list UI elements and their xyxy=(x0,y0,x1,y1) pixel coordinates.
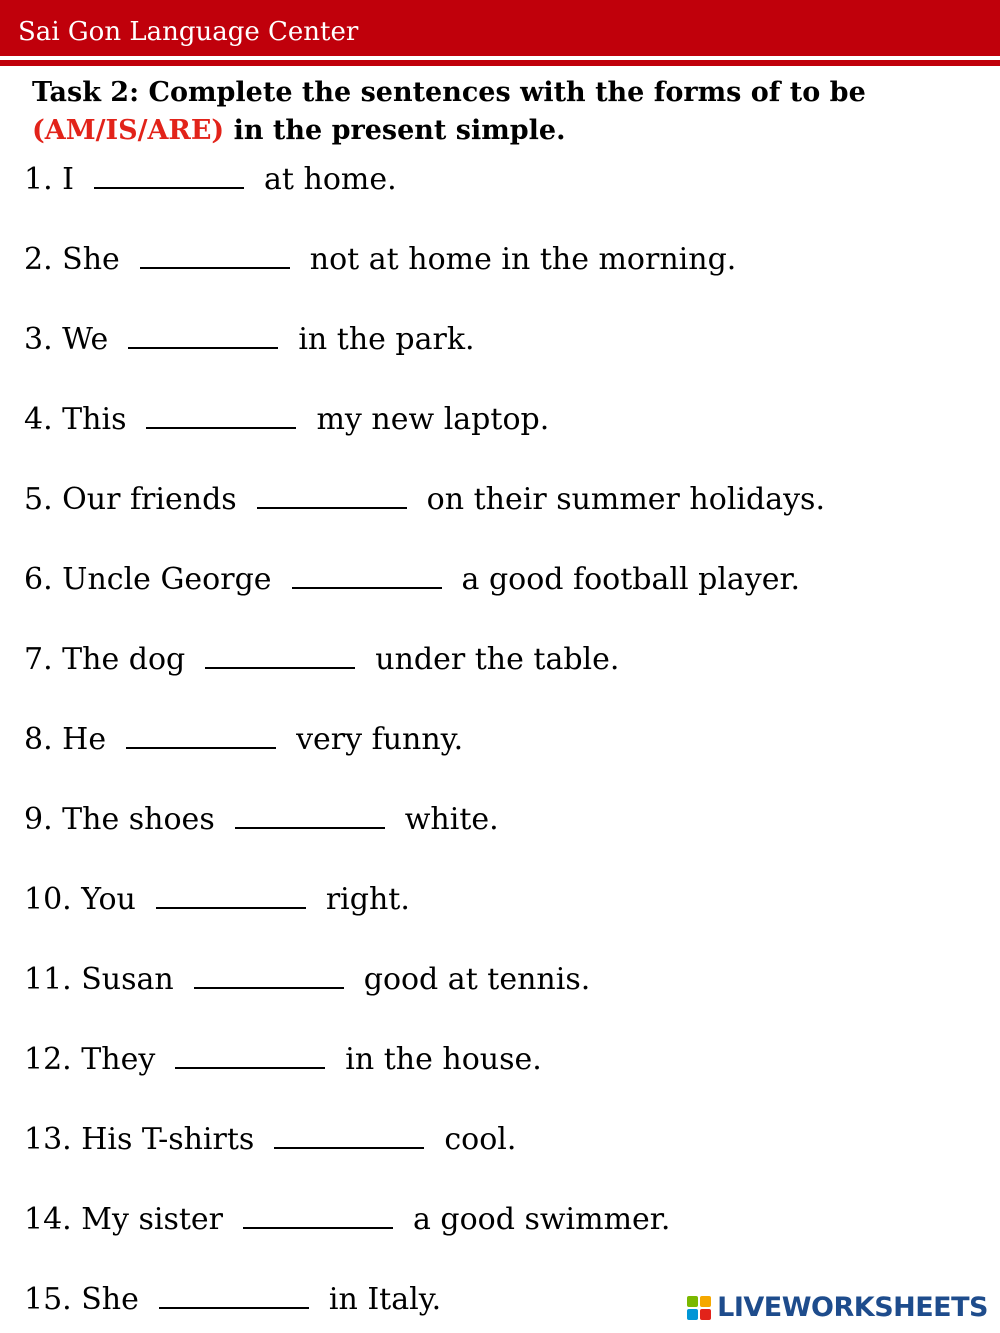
exercise-ending: right. xyxy=(325,882,410,917)
exercise-prompt: 11. Susan xyxy=(24,962,174,997)
exercise-ending: cool. xyxy=(444,1122,517,1157)
answer-blank[interactable] xyxy=(205,639,355,669)
answer-blank[interactable] xyxy=(292,559,442,589)
exercise-prompt: 15. She xyxy=(24,1282,139,1317)
header-banner xyxy=(0,0,1000,56)
answer-blank[interactable] xyxy=(159,1279,309,1309)
answer-blank[interactable] xyxy=(94,159,244,189)
answer-blank[interactable] xyxy=(257,479,407,509)
exercise-ending: my new laptop. xyxy=(316,402,550,437)
exercise-ending: very funny. xyxy=(296,722,464,757)
exercise-ending: on their summer holidays. xyxy=(426,482,825,517)
answer-blank[interactable] xyxy=(156,879,306,909)
exercise-item xyxy=(24,1038,984,1118)
exercise-prompt: 12. They xyxy=(24,1042,156,1077)
logo-square xyxy=(687,1296,698,1307)
exercise-item xyxy=(24,638,984,718)
exercise-item xyxy=(24,158,984,238)
task-title-end: in the present simple. xyxy=(224,115,566,146)
logo-square xyxy=(700,1309,711,1320)
exercise-ending: in Italy. xyxy=(328,1282,442,1317)
exercise-ending: a good football player. xyxy=(461,562,801,597)
task-highlight: (AM/IS/ARE) xyxy=(32,115,225,146)
task-instructions xyxy=(32,74,972,150)
logo-square xyxy=(700,1296,711,1307)
answer-blank[interactable] xyxy=(274,1119,424,1149)
center-name: Sai Gon Language Center xyxy=(18,17,359,47)
answer-blank[interactable] xyxy=(235,799,385,829)
exercise-prompt: 1. I xyxy=(24,162,75,197)
answer-blank[interactable] xyxy=(140,239,290,269)
exercise-item xyxy=(24,478,984,558)
exercise-item xyxy=(24,398,984,478)
exercise-item xyxy=(24,238,984,318)
exercise-item xyxy=(24,798,984,878)
answer-blank[interactable] xyxy=(126,719,276,749)
task-title: Task 2: Complete the sentences with the forms of to be xyxy=(32,77,866,108)
exercise-ending: a good swimmer. xyxy=(412,1202,671,1237)
exercise-prompt: 8. He xyxy=(24,722,107,757)
exercise-ending: in the park. xyxy=(298,322,475,357)
exercise-item xyxy=(24,558,984,638)
answer-blank[interactable] xyxy=(194,959,344,989)
exercise-ending: in the house. xyxy=(345,1042,542,1077)
answer-blank[interactable] xyxy=(128,319,278,349)
logo-text: LIVEWORKSHEETS xyxy=(717,1292,988,1323)
exercise-ending: not at home in the morning. xyxy=(309,242,737,277)
answer-blank[interactable] xyxy=(175,1039,325,1069)
exercise-ending: white. xyxy=(404,802,499,837)
header-rule xyxy=(0,60,1000,66)
exercise-prompt: 7. The dog xyxy=(24,642,186,677)
answer-blank[interactable] xyxy=(243,1199,393,1229)
exercise-prompt: 10. You xyxy=(24,882,136,917)
exercise-item xyxy=(24,958,984,1038)
exercise-ending: good at tennis. xyxy=(363,962,591,997)
exercise-item xyxy=(24,318,984,398)
liveworksheets-logo xyxy=(687,1290,988,1326)
logo-square xyxy=(687,1309,698,1320)
exercise-prompt: 13. His T-shirts xyxy=(24,1122,255,1157)
exercise-list xyxy=(24,158,984,1333)
exercise-prompt: 5. Our friends xyxy=(24,482,237,517)
exercise-prompt: 9. The shoes xyxy=(24,802,215,837)
exercise-prompt: 6. Uncle George xyxy=(24,562,272,597)
exercise-ending: under the table. xyxy=(375,642,620,677)
answer-blank[interactable] xyxy=(146,399,296,429)
exercise-item xyxy=(24,718,984,798)
exercise-item xyxy=(24,878,984,958)
exercise-prompt: 4. This xyxy=(24,402,127,437)
exercise-prompt: 3. We xyxy=(24,322,109,357)
exercise-item xyxy=(24,1198,984,1278)
liveworksheets-icon xyxy=(687,1296,711,1320)
exercise-prompt: 14. My sister xyxy=(24,1202,223,1237)
exercise-ending: at home. xyxy=(264,162,397,197)
exercise-item xyxy=(24,1118,984,1198)
exercise-prompt: 2. She xyxy=(24,242,120,277)
